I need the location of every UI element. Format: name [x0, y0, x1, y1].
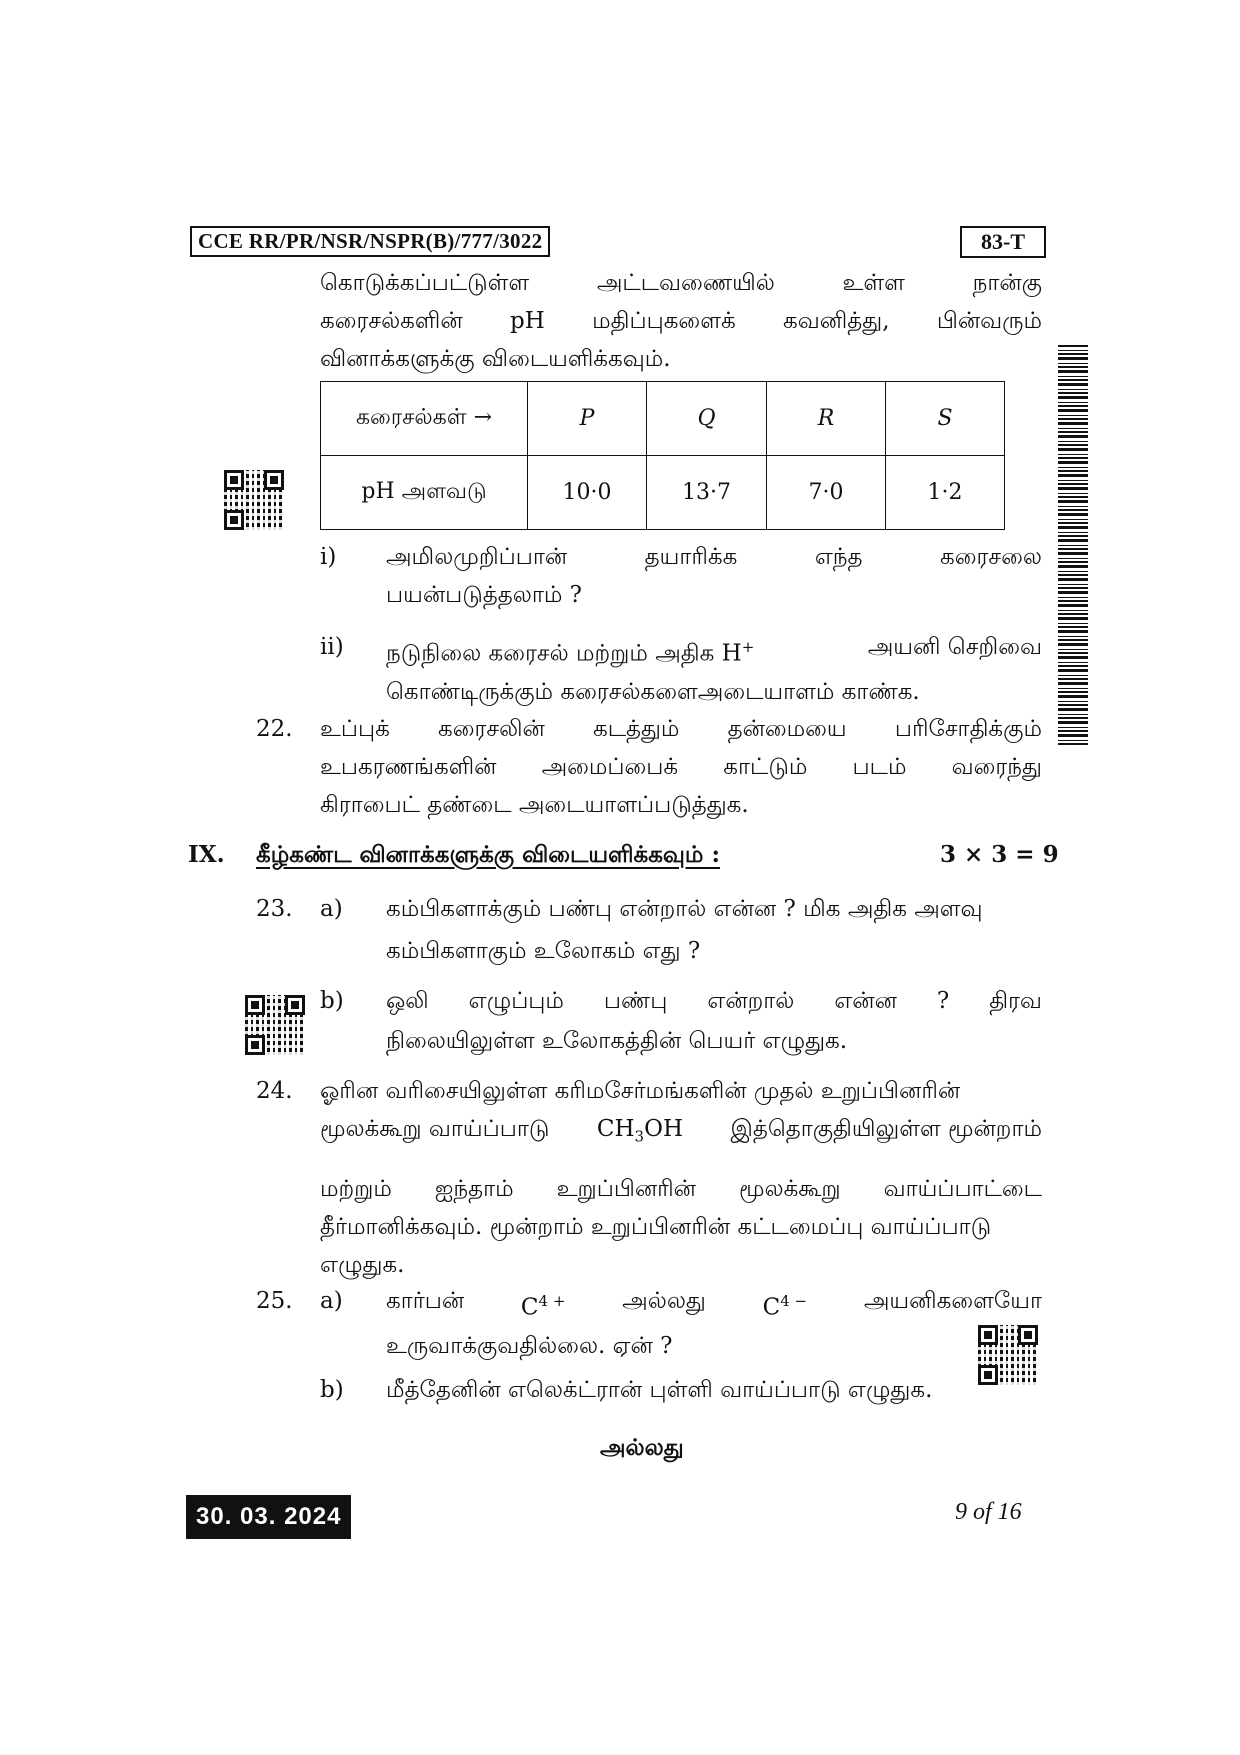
- or-label: அல்லது: [600, 1434, 684, 1461]
- barcode-image: [1058, 345, 1088, 745]
- q25-b-text: மீத்தேனின் எலெக்ட்ரான் புள்ளி வாய்ப்பாடு எழுதுக.: [386, 1377, 933, 1403]
- table-cell: 10·0: [528, 456, 647, 530]
- q22-number: 22.: [256, 716, 293, 742]
- intro-paragraph: [320, 264, 1042, 378]
- table-cell: S: [886, 382, 1005, 456]
- table-cell: 13·7: [647, 456, 767, 530]
- table-cell: P: [528, 382, 647, 456]
- qr-code-image: [224, 470, 284, 530]
- q21-ii-text: நடுநிலை கரைசல் மற்றும் அதிக H+ அயனி செறிவை கொண்டிருக்கும் கரைசல்களைஅடையாளம் காண்க.: [386, 634, 1042, 705]
- intro-line-2: கரைசல்களின் pH மதிப்புகளைக் கவனித்து, பின்வரும்: [320, 308, 1042, 334]
- q21-ii-label: ii): [320, 634, 344, 660]
- intro-line-3: வினாக்களுக்கு விடையளிக்கவும்.: [320, 346, 671, 372]
- q24-number: 24.: [256, 1078, 293, 1104]
- ph-table: [320, 381, 1005, 530]
- table-cell: 7·0: [767, 456, 886, 530]
- q25-b-label: b): [320, 1377, 344, 1403]
- question-paper-code: CCE RR/PR/NSR/NSPR(B)/777/3022: [190, 226, 550, 257]
- table-header-label: கரைசல்கள் →: [321, 382, 528, 456]
- q25-number: 25.: [256, 1288, 293, 1314]
- table-cell: R: [767, 382, 886, 456]
- section-number: IX.: [188, 841, 225, 868]
- section-title: கீழ்கண்ட வினாக்களுக்கு விடையளிக்கவும் :: [256, 841, 720, 868]
- qr-code-image: [245, 995, 305, 1055]
- q25-a-label: a): [320, 1288, 343, 1314]
- page-number: 9 of 16: [955, 1499, 1022, 1525]
- exam-date-badge: 30. 03. 2024: [186, 1495, 351, 1539]
- q23-b-label: b): [320, 988, 344, 1014]
- q23-number: 23.: [256, 896, 293, 922]
- table-row: [321, 382, 1005, 456]
- q21-i-text: அமிலமுறிப்பான் தயாரிக்க எந்த கரைசலை பயன்படுத்தலாம் ?: [386, 544, 1042, 608]
- q23-b-text: ஒலி எழுப்பும் பண்பு என்றால் என்ன ? திரவ நிலையிலுள்ள உலோகத்தின் பெயர் எழுதுக.: [386, 988, 1042, 1054]
- q23-a-text: கம்பிகளாக்கும் பண்பு என்றால் என்ன ? மிக அதிக அளவு கம்பிகளாகும் உலோகம் எது ?: [386, 896, 983, 964]
- intro-line-1: கொடுக்கப்பட்டுள்ள அட்டவணையில் உள்ள நான்கு: [320, 270, 1042, 296]
- section-marks: 3 × 3 = 9: [940, 841, 1059, 868]
- table-cell: Q: [647, 382, 767, 456]
- table-row-label: pH அளவடு: [321, 456, 528, 530]
- table-cell: 1·2: [886, 456, 1005, 530]
- q21-i-label: i): [320, 544, 337, 570]
- q23-a-label: a): [320, 896, 343, 922]
- q25-a-text: கார்பன் $C^{4 +}$ அல்லது $C^{4 -}$ அயனிகளையோ உருவாக்குவதில்லை. ஏன் ?: [386, 1288, 1042, 1359]
- table-row: [321, 456, 1005, 530]
- q24-text: ஓரின வரிசையிலுள்ள கரிமசேர்மங்களின் முதல் உறுப்பினரின் மூலக்கூறு வாய்ப்பாடு $CH_3OH$ இத்தொகுதியிலுள்ள மூன்றாம் மற்றும் ஐந்தாம் உறுப்பினரின் மூலக்கூறு வாய்ப்பாட்டை தீர்மானிக்கவும். மூன்றாம் உறுப்பினரின் கட்டமைப்பு வாய்ப்பாடு எழுதுக.: [320, 1078, 1042, 1278]
- subject-code: 83-T: [960, 226, 1046, 258]
- q22-text: உப்புக் கரைசலின் கடத்தும் தன்மையை பரிசோதிக்கும் உபகரணங்களின் அமைப்பைக் காட்டும் படம் வரைந்து கிராபைட் தண்டை அடையாளப்படுத்துக.: [320, 716, 1042, 818]
